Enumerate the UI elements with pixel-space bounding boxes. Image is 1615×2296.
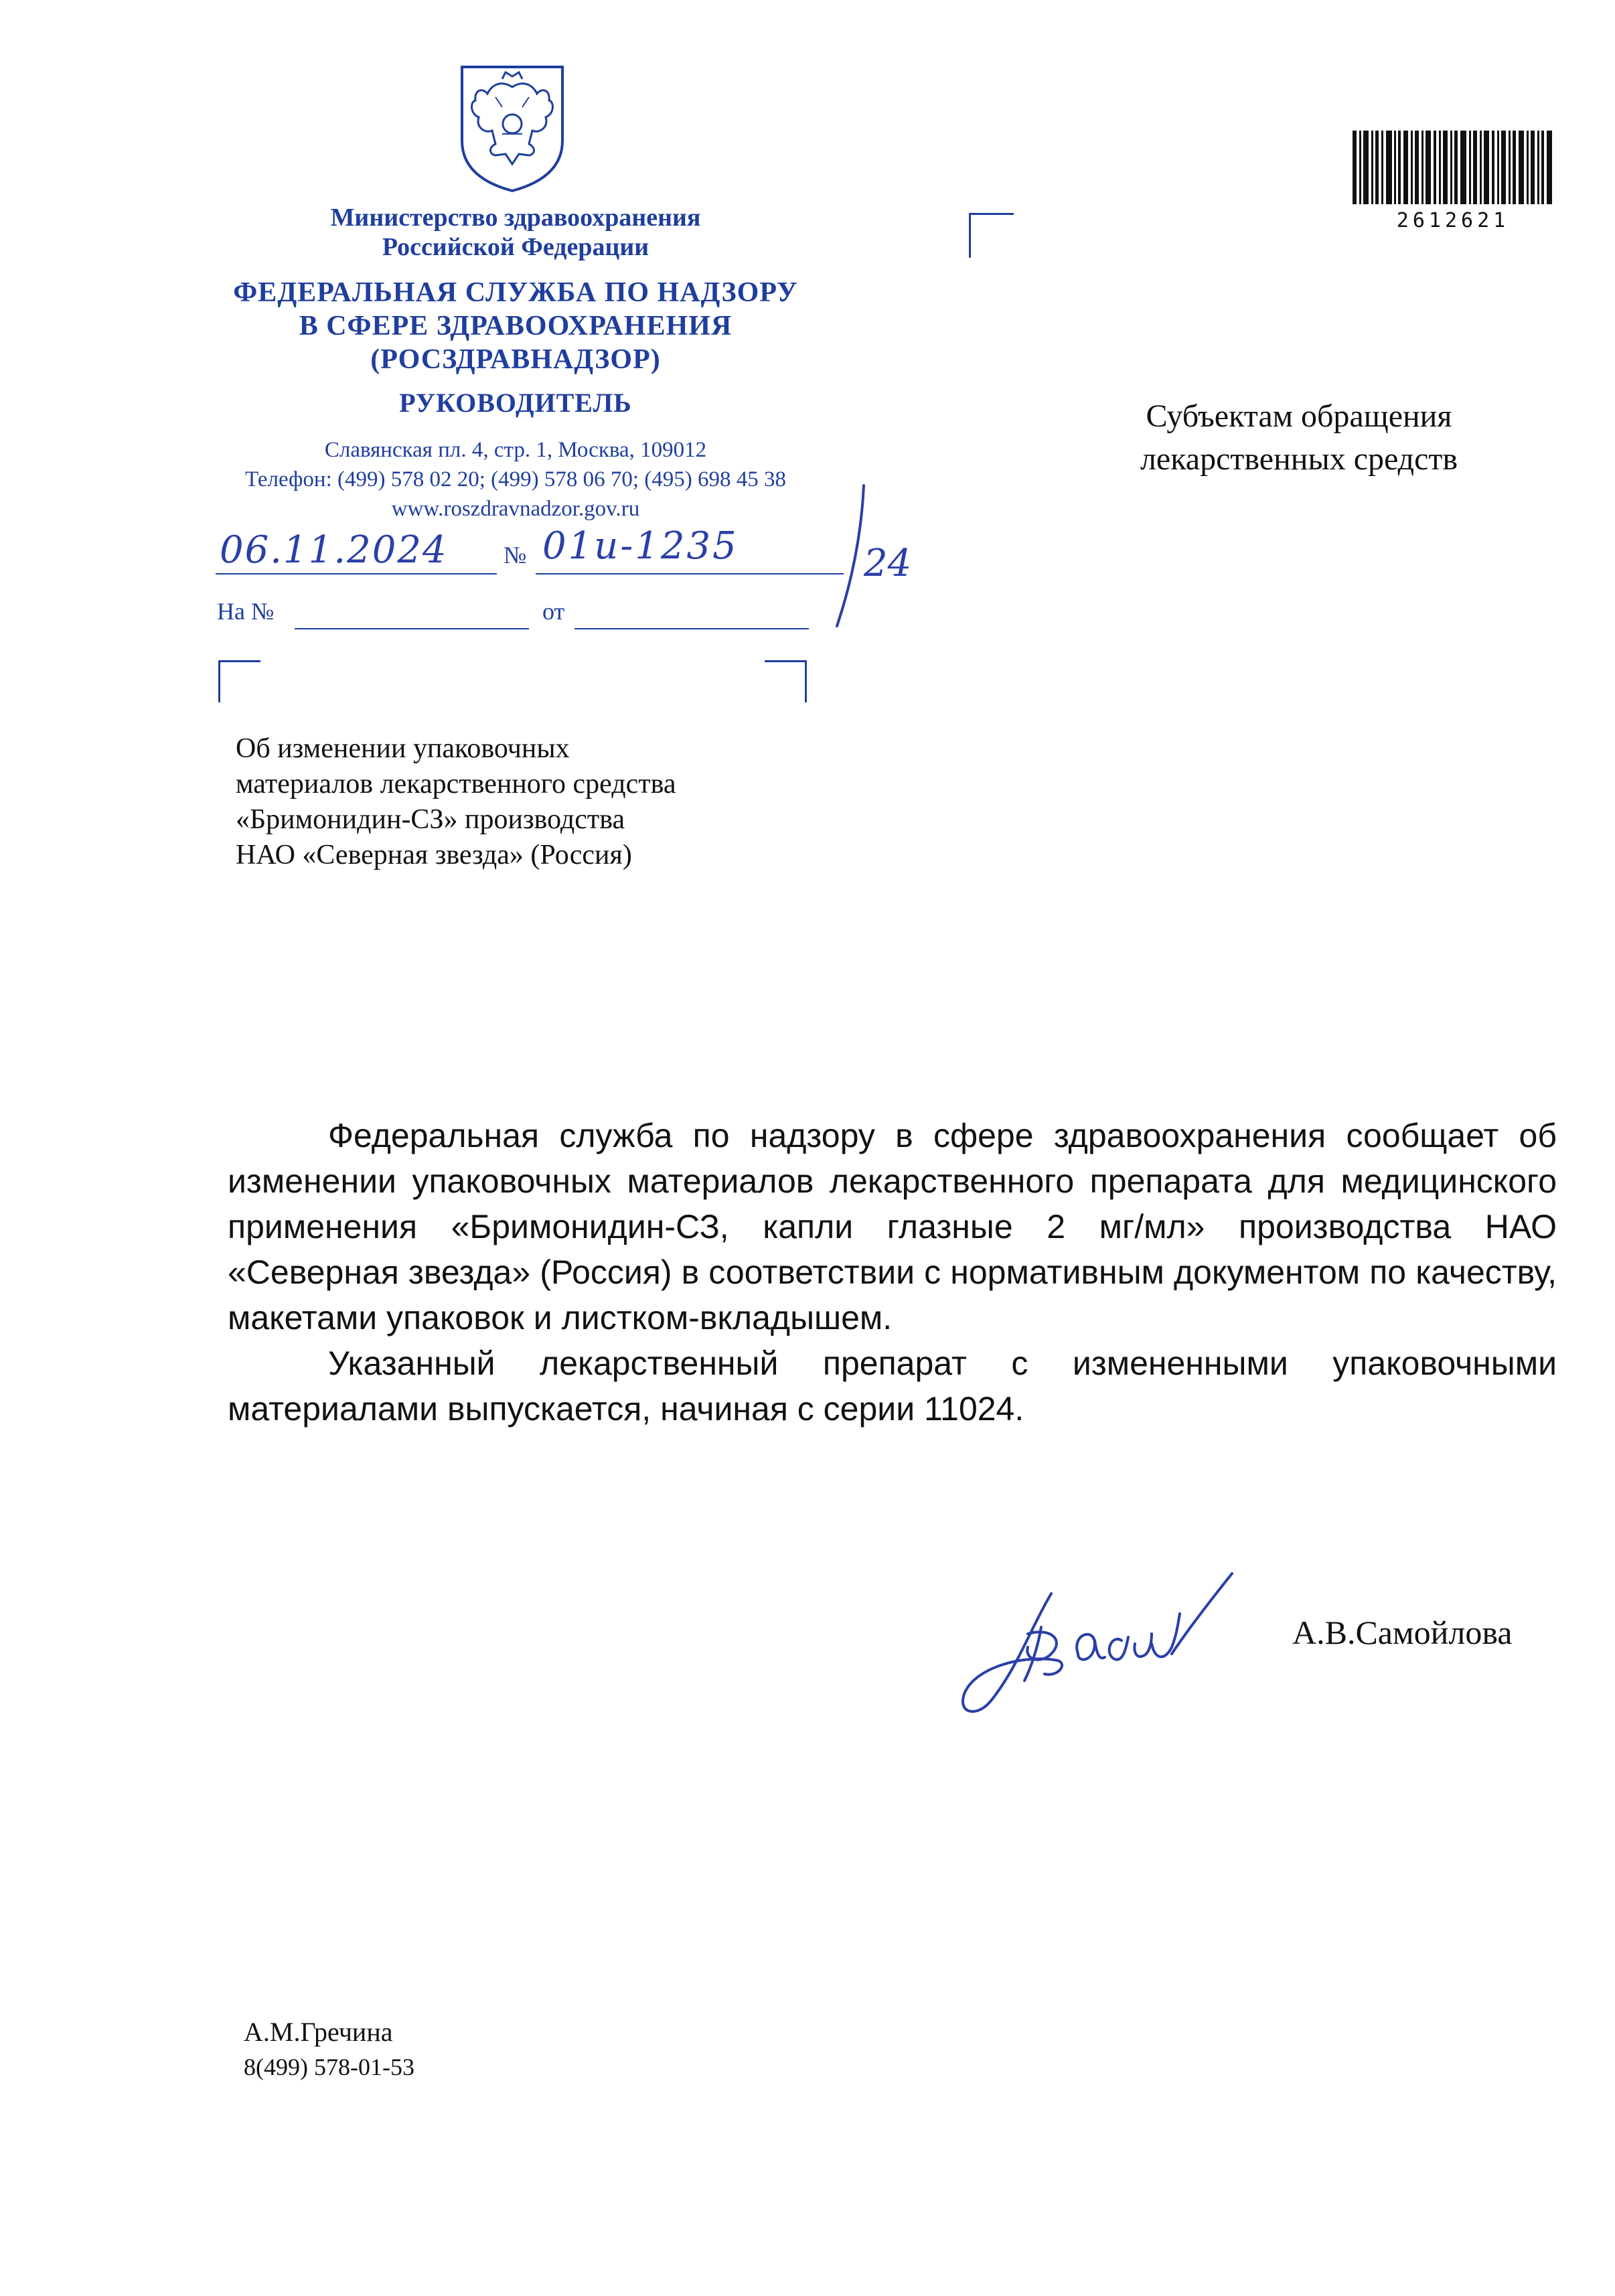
service-name-line3: (РОСЗДРАВНАДЗОР) xyxy=(370,344,661,375)
ref-date-label: от xyxy=(542,598,565,625)
phones: Телефон: (499) 578 02 20; (499) 578 06 70; (495) 698 45 38 xyxy=(244,467,787,491)
body-paragraph-1: Федеральная служба по надзору в сфере здравоохранения сообщает об изменении упаковочных материалов лекарственного препарата для медицинского применения «Бримонидин-СЗ, капли глазные 2 мг/мл» производства НАО «Северная звезда» (Россия) в соответствии с нормативным документом по качеству, макетами упаковок и листком-вкладышем. xyxy=(228,1117,1557,1336)
double-headed-eagle-icon xyxy=(455,60,569,194)
ref-number-underline xyxy=(295,628,529,629)
reg-number-suffix: 24 xyxy=(864,542,912,585)
subject-bracket-left xyxy=(218,660,260,702)
ref-number-label: На № xyxy=(217,598,275,625)
subject-bracket-right xyxy=(765,660,807,702)
service-name-line2: В СФЕРЕ ЗДРАВООХРАНЕНИЯ xyxy=(299,311,733,341)
reg-number-sign: № xyxy=(504,542,527,568)
subject-line4: НАО «Северная звезда» (Россия) xyxy=(236,840,632,870)
subject-line1: Об изменении упаковочных xyxy=(236,733,570,764)
body-paragraph-2: Указанный лекарственный препарат с измененными упаковочными материалами выпускается, начиная с серии 11024. xyxy=(228,1345,1557,1428)
addressee-line1: Субъектам обращения xyxy=(1146,398,1452,434)
head-title: РУКОВОДИТЕЛЬ xyxy=(399,388,632,418)
subject-line3: «Бримонидин-СЗ» производства xyxy=(236,804,625,835)
letter-body xyxy=(228,1113,1557,1432)
website-link: www.roszdravnadzor.gov.ru xyxy=(391,497,640,521)
address: Славянская пл. 4, стр. 1, Москва, 109012 xyxy=(324,438,707,462)
subject-line2: материалов лекарственного средства xyxy=(236,769,676,799)
reg-date: 06.11.2024 xyxy=(220,528,448,572)
reg-number: 01и-1235 xyxy=(542,524,739,568)
ministry-name-line2: Российской Федерации xyxy=(382,233,649,261)
barcode-number: 2612621 xyxy=(1396,209,1510,232)
barcode-icon xyxy=(1353,131,1553,204)
addressee-line2: лекарственных средств xyxy=(1140,441,1458,477)
ministry-name-line1: Министерство здравоохранения xyxy=(330,204,701,232)
service-name-line1: ФЕДЕРАЛЬНАЯ СЛУЖБА ПО НАДЗОРУ xyxy=(233,277,798,308)
executor-name: А.М.Гречина xyxy=(244,2017,393,2047)
handwritten-signature xyxy=(951,1553,1272,1728)
executor-phone: 8(499) 578-01-53 xyxy=(244,2054,414,2080)
addressee-bracket xyxy=(969,213,1014,258)
signatory-name: А.В.Самойлова xyxy=(1292,1614,1513,1651)
ref-date-underline xyxy=(574,628,809,629)
reg-date-underline xyxy=(216,573,497,575)
reg-number-underline xyxy=(536,573,844,575)
